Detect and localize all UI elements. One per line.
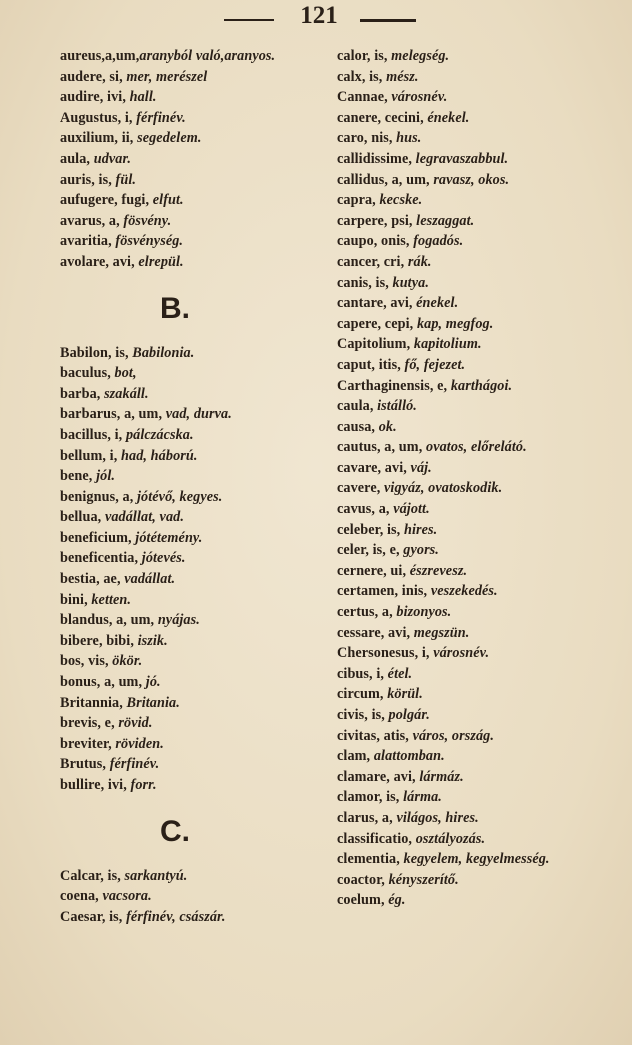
dictionary-entry xyxy=(337,128,627,149)
dictionary-entry xyxy=(60,569,330,590)
entry-translation: rövid. xyxy=(118,715,153,732)
entry-translation: fül. xyxy=(115,171,137,188)
entry-headword: classificatio, xyxy=(337,830,416,847)
dictionary-entry xyxy=(60,446,330,467)
entry-translation: ok. xyxy=(378,418,397,435)
entry-translation: férfinév. xyxy=(109,756,160,773)
dictionary-entry xyxy=(337,684,627,705)
entry-headword: Chersonesus, i, xyxy=(337,645,434,662)
dictionary-entry xyxy=(60,866,330,887)
header-rule-left xyxy=(224,19,274,21)
entry-translation: fő, fejezet. xyxy=(404,356,466,373)
entry-headword: clarus, a, xyxy=(337,809,397,826)
entry-translation: jótétemény. xyxy=(135,529,203,546)
entry-headword: cavus, a, xyxy=(337,501,394,518)
entry-headword: capra, xyxy=(337,192,380,209)
dictionary-entry xyxy=(60,149,330,170)
dictionary-entry xyxy=(337,87,627,108)
dictionary-entry xyxy=(337,746,627,767)
entry-translation: énekel. xyxy=(416,295,459,312)
entry-translation: karthágoi. xyxy=(450,377,513,394)
dictionary-entry xyxy=(60,231,330,252)
entry-headword: cautus, a, um, xyxy=(337,439,427,456)
dictionary-entry xyxy=(60,128,330,149)
entry-translation: énekel. xyxy=(427,109,470,126)
dictionary-entry xyxy=(60,507,330,528)
dictionary-entry xyxy=(60,610,330,631)
entry-headword: audire, ivi, xyxy=(60,89,130,106)
entry-translation: jótévő, kegyes. xyxy=(137,488,223,505)
entry-headword: beneficium, xyxy=(60,529,136,546)
dictionary-entry xyxy=(337,602,627,623)
entry-translation: ketten. xyxy=(91,591,132,608)
entry-headword: auxilium, ii, xyxy=(60,130,138,147)
entry-translation: férfinév. xyxy=(136,109,186,126)
entry-headword: Calcar, is, xyxy=(60,867,125,884)
entry-translation: fösvénység. xyxy=(115,233,184,250)
entry-headword: coena, xyxy=(60,888,103,905)
entry-translation: váj. xyxy=(410,459,432,476)
entry-translation: jó. xyxy=(145,674,161,691)
entry-translation: étel. xyxy=(387,665,413,682)
entry-headword: capere, cepi, xyxy=(337,315,417,332)
entry-headword: barba, xyxy=(60,385,105,402)
entry-translation: lármáz. xyxy=(419,768,464,785)
dictionary-entry xyxy=(337,417,627,438)
entry-headword: certus, a, xyxy=(337,604,397,621)
entry-translation: vadállat. xyxy=(124,571,176,588)
entry-translation: segedelem. xyxy=(137,130,202,147)
entries-a xyxy=(60,46,330,273)
dictionary-entry xyxy=(337,67,627,88)
entry-headword: benignus, a, xyxy=(60,488,137,505)
entry-translation: mer, merészel xyxy=(126,68,208,85)
entry-headword: Augustus, i, xyxy=(60,109,137,126)
entry-headword: brevis, e, xyxy=(60,715,119,732)
entry-translation: kap, megfog. xyxy=(416,315,494,332)
dictionary-entry xyxy=(337,890,627,911)
entry-headword: aula, xyxy=(60,150,94,167)
entry-translation: megszün. xyxy=(413,624,470,641)
dictionary-entry xyxy=(60,672,330,693)
dictionary-entry xyxy=(60,425,330,446)
entry-headword: certamen, inis, xyxy=(337,583,431,600)
entry-headword: caput, itis, xyxy=(337,356,405,373)
entries-c xyxy=(60,866,330,928)
entry-translation: nyájas. xyxy=(157,612,200,629)
dictionary-entry xyxy=(60,67,330,88)
entry-translation: pálczácska. xyxy=(125,426,194,443)
entry-translation: fösvény. xyxy=(123,212,172,229)
entry-translation: Britania. xyxy=(126,694,180,711)
dictionary-entry xyxy=(337,211,627,232)
dictionary-entry xyxy=(60,87,330,108)
entry-headword: avaritia, xyxy=(60,233,116,250)
entry-headword: canere, cecini, xyxy=(337,109,428,126)
dictionary-entry xyxy=(337,46,627,67)
entry-headword: Caesar, is, xyxy=(60,908,127,925)
entry-headword: coelum, xyxy=(337,892,389,909)
entry-headword: bullire, ivi, xyxy=(60,777,131,793)
entry-translation: világos, hires. xyxy=(396,809,479,826)
section-letter-b: B. xyxy=(160,291,190,325)
entry-headword: blandus, a, um, xyxy=(60,612,158,629)
entry-headword: canis, is, xyxy=(337,274,393,291)
dictionary-entry xyxy=(337,499,627,520)
dictionary-entry xyxy=(60,384,330,405)
right-column xyxy=(337,46,627,911)
entry-translation: körül. xyxy=(387,686,423,703)
dictionary-entry xyxy=(60,487,330,508)
left-column xyxy=(60,46,330,927)
dictionary-entry xyxy=(337,664,627,685)
entry-translation: bizonyos. xyxy=(396,604,452,621)
entry-headword: baculus, xyxy=(60,365,115,382)
dictionary-entry xyxy=(60,404,330,425)
entry-translation: férfinév, császár. xyxy=(126,908,226,925)
dictionary-entry xyxy=(337,623,627,644)
dictionary-entry xyxy=(337,458,627,479)
dictionary-entry xyxy=(337,643,627,664)
entry-translation: hall. xyxy=(129,89,157,106)
dictionary-entry xyxy=(337,478,627,499)
entry-translation: mész. xyxy=(386,68,419,85)
entry-translation: városnév. xyxy=(433,645,490,662)
entry-translation: kapitolium. xyxy=(413,336,482,353)
entry-headword: aureus,a,um, xyxy=(60,48,140,64)
dictionary-entry xyxy=(60,886,330,907)
entry-translation: vadállat, vad. xyxy=(104,509,184,526)
entry-translation: szakáll. xyxy=(104,385,149,402)
entry-translation: ég. xyxy=(388,892,406,909)
dictionary-entry xyxy=(60,363,330,384)
page-header xyxy=(0,2,632,36)
dictionary-entry xyxy=(60,252,330,273)
entry-headword: clementia, xyxy=(337,851,404,868)
dictionary-entry xyxy=(337,520,627,541)
dictionary-entry xyxy=(337,314,627,335)
entry-translation: város, ország. xyxy=(412,727,495,744)
dictionary-entry xyxy=(337,561,627,582)
entry-headword: callidissime, xyxy=(337,150,416,167)
header-rule-right xyxy=(360,19,416,22)
entry-translation: veszekedés. xyxy=(430,583,498,600)
entry-translation: jól. xyxy=(96,468,116,485)
dictionary-entry xyxy=(337,726,627,747)
dictionary-entry xyxy=(337,870,627,891)
entry-headword: circum, xyxy=(337,686,388,703)
dictionary-entry xyxy=(337,149,627,170)
entry-translation: had, háború. xyxy=(121,447,198,464)
entry-headword: Brutus, xyxy=(60,756,110,773)
entry-headword: bene, xyxy=(60,468,97,485)
dictionary-entry xyxy=(337,808,627,829)
dictionary-entry xyxy=(337,108,627,129)
entry-headword: bellua, xyxy=(60,509,105,526)
dictionary-entry xyxy=(60,754,330,775)
entry-translation: kecske. xyxy=(379,192,423,209)
entry-headword: cancer, cri, xyxy=(337,253,408,270)
entry-translation: elfut. xyxy=(152,192,184,209)
dictionary-entry xyxy=(60,108,330,129)
entry-headword: bos, vis, xyxy=(60,653,113,670)
dictionary-entry xyxy=(337,376,627,397)
entry-headword: clamare, avi, xyxy=(337,768,420,785)
dictionary-entry xyxy=(60,631,330,652)
dictionary-entry xyxy=(60,211,330,232)
entry-translation: leszaggat. xyxy=(416,212,475,229)
entry-headword: caupo, onis, xyxy=(337,233,414,250)
entry-translation: legravaszabbul. xyxy=(415,150,509,167)
entry-headword: cavare, avi, xyxy=(337,459,411,476)
dictionary-entry xyxy=(337,355,627,376)
dictionary-entry xyxy=(337,293,627,314)
entry-translation: polgár. xyxy=(388,707,430,723)
entry-headword: breviter, xyxy=(60,735,116,752)
entry-translation: aranyból való,aranyos. xyxy=(139,48,276,64)
entry-headword: bibere, bibi, xyxy=(60,632,138,649)
dictionary-entry xyxy=(60,775,330,796)
dictionary-entry xyxy=(60,528,330,549)
dictionary-entry xyxy=(337,829,627,850)
dictionary-entry xyxy=(60,693,330,714)
entry-headword: beneficentia, xyxy=(60,550,142,567)
entry-headword: clam, xyxy=(337,748,374,765)
entry-headword: avarus, a, xyxy=(60,212,124,229)
entry-translation: ovatos, előrelátó. xyxy=(426,439,527,456)
entry-headword: celer, is, e, xyxy=(337,542,404,559)
entry-headword: civis, is, xyxy=(337,707,389,723)
entry-translation: vigyáz, ovatoskodik. xyxy=(384,480,503,497)
entry-translation: észrevesz. xyxy=(409,562,468,579)
entry-translation: ökör. xyxy=(112,653,143,670)
dictionary-entry xyxy=(60,466,330,487)
entry-translation: röviden. xyxy=(115,735,164,752)
entry-headword: caula, xyxy=(337,398,378,415)
dictionary-entry xyxy=(337,437,627,458)
entry-translation: kényszerítő. xyxy=(388,871,459,888)
entry-headword: bacillus, i, xyxy=(60,426,126,443)
entry-translation: Babilonia. xyxy=(132,344,195,361)
entry-headword: cibus, i, xyxy=(337,665,388,682)
section-letter-c: C. xyxy=(160,814,190,848)
dictionary-entry xyxy=(60,548,330,569)
dictionary-entry xyxy=(60,190,330,211)
entry-headword: bellum, i, xyxy=(60,447,122,464)
entry-headword: cantare, avi, xyxy=(337,295,417,312)
entry-headword: bonus, a, um, xyxy=(60,674,146,691)
entry-headword: Capitolium, xyxy=(337,336,414,353)
dictionary-entry xyxy=(60,343,330,364)
dictionary-entry xyxy=(337,767,627,788)
dictionary-entry xyxy=(337,849,627,870)
dictionary-entry xyxy=(337,396,627,417)
entry-headword: calx, is, xyxy=(337,68,387,85)
entry-headword: bestia, ae, xyxy=(60,571,125,588)
entry-translation: melegség. xyxy=(391,48,450,64)
dictionary-entry xyxy=(337,170,627,191)
entry-headword: civitas, atis, xyxy=(337,727,413,744)
dictionary-entry xyxy=(60,713,330,734)
dictionary-entry xyxy=(337,252,627,273)
dictionary-entry xyxy=(337,334,627,355)
entry-translation: gyors. xyxy=(403,542,439,559)
entry-translation: hus. xyxy=(396,130,422,147)
entry-headword: clamor, is, xyxy=(337,789,404,806)
page-number: 121 xyxy=(300,2,338,29)
entry-headword: cernere, ui, xyxy=(337,562,410,579)
dictionary-entry xyxy=(337,231,627,252)
entry-translation: lárma. xyxy=(403,789,442,806)
dictionary-entry xyxy=(337,581,627,602)
dictionary-entry xyxy=(60,907,330,928)
entry-headword: avolare, avi, xyxy=(60,253,139,270)
dictionary-entry xyxy=(337,273,627,294)
entries-b xyxy=(60,343,330,796)
entry-headword: Britannia, xyxy=(60,694,127,711)
dictionary-entry xyxy=(60,734,330,755)
entry-translation: forr. xyxy=(130,777,157,793)
entry-headword: caro, nis, xyxy=(337,130,397,147)
dictionary-entry xyxy=(337,787,627,808)
dictionary-entry xyxy=(60,46,330,67)
dictionary-entry xyxy=(60,651,330,672)
dictionary-entry xyxy=(60,170,330,191)
entry-headword: cessare, avi, xyxy=(337,624,414,641)
entry-headword: callidus, a, um, xyxy=(337,171,434,188)
entry-translation: sarkantyú. xyxy=(124,867,188,884)
entry-translation: városnév. xyxy=(391,89,448,106)
dictionary-entry xyxy=(337,190,627,211)
entry-headword: celeber, is, xyxy=(337,521,404,538)
entry-headword: calor, is, xyxy=(337,48,392,64)
entry-translation: vacsora. xyxy=(102,888,152,905)
entry-headword: auris, is, xyxy=(60,171,116,188)
dictionary-entry xyxy=(337,705,627,726)
entry-headword: bini, xyxy=(60,591,92,608)
entry-translation: vad, durva. xyxy=(165,406,232,423)
entry-headword: causa, xyxy=(337,418,379,435)
entry-translation: vájott. xyxy=(393,501,430,518)
entry-translation: bot, xyxy=(114,365,137,382)
entry-headword: carpere, psi, xyxy=(337,212,417,229)
entry-translation: hires. xyxy=(403,521,438,538)
entry-headword: Babilon, is, xyxy=(60,344,133,361)
entry-translation: rák. xyxy=(407,253,432,270)
entry-translation: elrepül. xyxy=(138,253,184,270)
entry-translation: udvar. xyxy=(93,150,131,167)
entry-headword: Cannae, xyxy=(337,89,392,106)
entry-translation: fogadós. xyxy=(413,233,464,250)
entry-translation: alattomban. xyxy=(373,748,445,765)
entry-translation: istálló. xyxy=(377,398,417,415)
entry-translation: kutya. xyxy=(392,274,429,291)
entry-translation: kegyelem, kegyelmesség. xyxy=(403,851,550,868)
entry-translation: osztályozás. xyxy=(415,830,486,847)
dictionary-entry xyxy=(60,590,330,611)
entry-translation: ravasz, okos. xyxy=(433,171,510,188)
entry-translation: jótevés. xyxy=(141,550,186,567)
dictionary-entry xyxy=(337,540,627,561)
entry-headword: cavere, xyxy=(337,480,385,497)
entry-headword: barbarus, a, um, xyxy=(60,406,166,423)
entry-headword: Carthaginensis, e, xyxy=(337,377,451,394)
entry-headword: aufugere, fugi, xyxy=(60,192,153,209)
entry-translation: iszik. xyxy=(137,632,168,649)
entries-right xyxy=(337,46,627,911)
entry-headword: coactor, xyxy=(337,871,389,888)
entry-headword: audere, si, xyxy=(60,68,127,85)
